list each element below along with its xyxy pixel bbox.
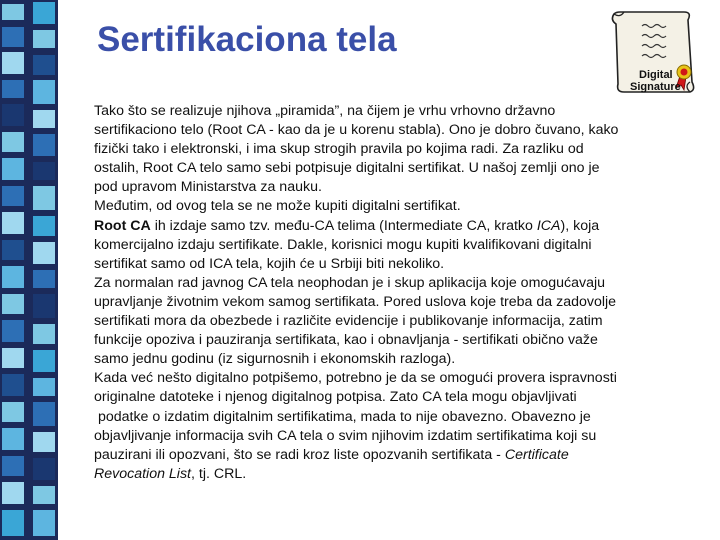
- text-line: samo jednu godinu (iz sigurnosnih i ekonomskih razloga).: [94, 351, 456, 368]
- text-line: sertifikaciono telo (Root CA - kao da je u korenu stabla). Ono je dobro čuvano, kako: [94, 122, 619, 139]
- text-line: Za normalan rad javnog CA tela neophodan je i skup aplikacija koje omogućavaju: [94, 274, 606, 291]
- text-line: Tako što se realizuje njihova „piramida”, na čijem je vrhu vrhovno državno: [94, 103, 556, 119]
- text-line: sertifikati mora da obezbede i različite evidencije i publikovanje informacija, zatim: [94, 313, 603, 330]
- page-title: Sertifikaciona tela: [97, 20, 397, 59]
- text-line: funkcije opoziva i pauziranja sertifikata, kao i obnavljanja - sertifikati obično važe: [94, 332, 598, 349]
- text-line: Međutim, od ovog tela se ne može kupiti digitalni sertifikat.: [94, 198, 461, 215]
- bold-text: Root CA: [94, 217, 151, 234]
- text-line: ostalih, Root CA telo samo sebi potpisuje digitalni sertifikat. U našoj zemlji ono je: [94, 160, 600, 177]
- decorative-stripe: [0, 0, 58, 540]
- paragraph-2: [94, 197, 700, 216]
- paragraph-1: [94, 102, 700, 197]
- text-line: originalne datoteke i njenog digitalnog potpisa. Zato CA tela mogu objavljivati: [94, 389, 577, 406]
- body-text: [94, 102, 700, 484]
- logo-text-signature: Signature: [630, 81, 681, 93]
- text-line: ih izdaje samo tzv. među-CA telima (Intermediate CA, kratko: [150, 217, 537, 234]
- italic-text: Certificate: [504, 446, 569, 463]
- digital-signature-icon: [606, 6, 702, 96]
- text-line: fizički tako i elektronski, i ima skup strogih pravila po kojima radi. Za razliku od: [94, 141, 584, 158]
- italic-text: ICA: [536, 217, 561, 234]
- paragraph-4: [94, 274, 700, 369]
- italic-text: Revocation List: [94, 465, 191, 482]
- text-line: komercijalno izdaju sertifikate. Dakle, korisnici mogu kupiti kvalifikovani digitalni: [94, 236, 592, 253]
- text-line: pauzirani ili opozvani, što se radi kroz liste opozvanih sertifikata -: [94, 446, 505, 463]
- paragraph-5: [94, 369, 700, 484]
- text-line: upravljanje životnim vekom samog sertifikata. Pored uslova koje treba da zadovolje: [94, 293, 617, 310]
- logo-text-digital: Digital: [639, 69, 673, 81]
- text-line: pod upravom Ministarstva za nauku.: [94, 179, 322, 196]
- text-line: objavljivanje informacija svih CA tela o svim njihovim izdatim sertifikatima koji su: [94, 427, 597, 444]
- text-line: podatke o izdatim digitalnim sertifikatima, mada to nije obavezno. Obavezno je: [94, 408, 591, 425]
- text-line: sertifikat samo od ICA tela, kojih će u Srbiji biti nekoliko.: [94, 255, 445, 272]
- text-line: Kada već nešto digitalno potpišemo, potrebno je da se omogući provera ispravnosti: [94, 370, 617, 387]
- text-line: , tj. CRL.: [191, 465, 247, 482]
- text-line: ), koja: [560, 217, 600, 234]
- paragraph-3: [94, 217, 700, 274]
